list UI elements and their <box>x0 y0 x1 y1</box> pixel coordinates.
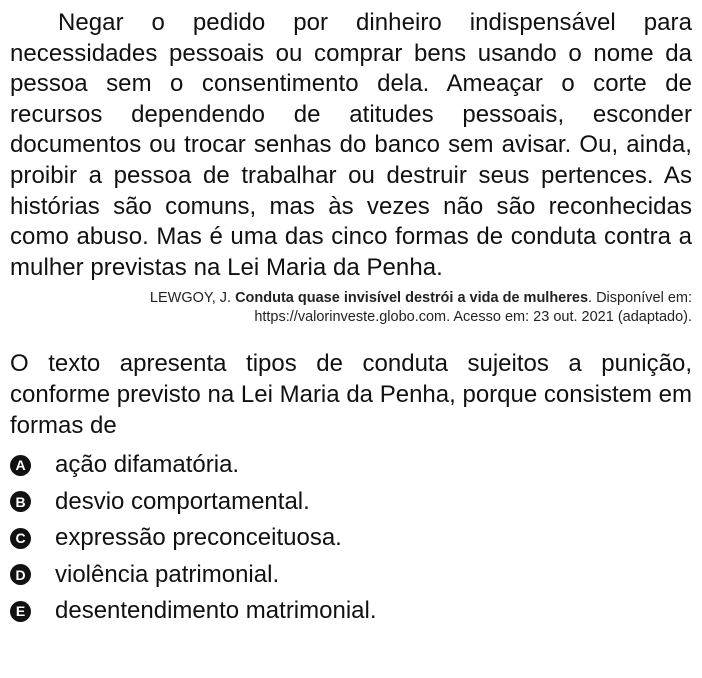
option-e-letter-icon: E <box>10 601 31 622</box>
answer-options <box>10 447 692 630</box>
source-url-line: https://valorinveste.globo.com. Acesso em: 23 out. 2021 (adaptado). <box>254 309 692 326</box>
option-d-text: violência patrimonial. <box>55 560 280 588</box>
option-a-text: ação difamatória. <box>55 451 240 479</box>
option-c-text: expressão preconceituosa. <box>55 524 342 552</box>
option-d-letter-icon: D <box>10 564 31 585</box>
passage-paragraph: Negar o pedido por dinheiro indispensável para necessidades pessoais ou comprar bens usando o nome da pessoa sem o consentimento dela. Ameaçar o corte de recursos dependendo de atitudes pessoais, esconder documentos ou trocar senhas do banco sem avisar. Ou, ainda, proibir a pessoa de trabalhar ou destruir seus pertences. As histórias são comuns, mas às vezes não são reconhecidas como abuso. Mas é uma das cinco formas de conduta contra a mulher previstas na Lei Maria da Penha. <box>10 9 692 281</box>
option-e-text: desentendimento matrimonial. <box>55 597 377 625</box>
source-title: Conduta quase invisível destrói a vida de mulheres <box>235 290 589 307</box>
option-a[interactable] <box>10 447 692 484</box>
question-stem: O texto apresenta tipos de conduta sujeitos a punição, conforme previsto na Lei Maria da Penha, porque consistem em formas de <box>10 350 692 439</box>
option-d[interactable] <box>10 557 692 594</box>
source-citation <box>10 289 692 327</box>
option-b-text: desvio comportamental. <box>55 487 310 515</box>
option-c-letter-icon: C <box>10 528 31 549</box>
option-e[interactable] <box>10 593 692 630</box>
source-available: . Disponível em: <box>588 290 692 307</box>
option-b-letter-icon: B <box>10 491 31 512</box>
option-b[interactable] <box>10 484 692 521</box>
option-c[interactable] <box>10 520 692 557</box>
option-a-letter-icon: A <box>10 455 31 476</box>
source-author: LEWGOY, J. <box>149 290 232 307</box>
